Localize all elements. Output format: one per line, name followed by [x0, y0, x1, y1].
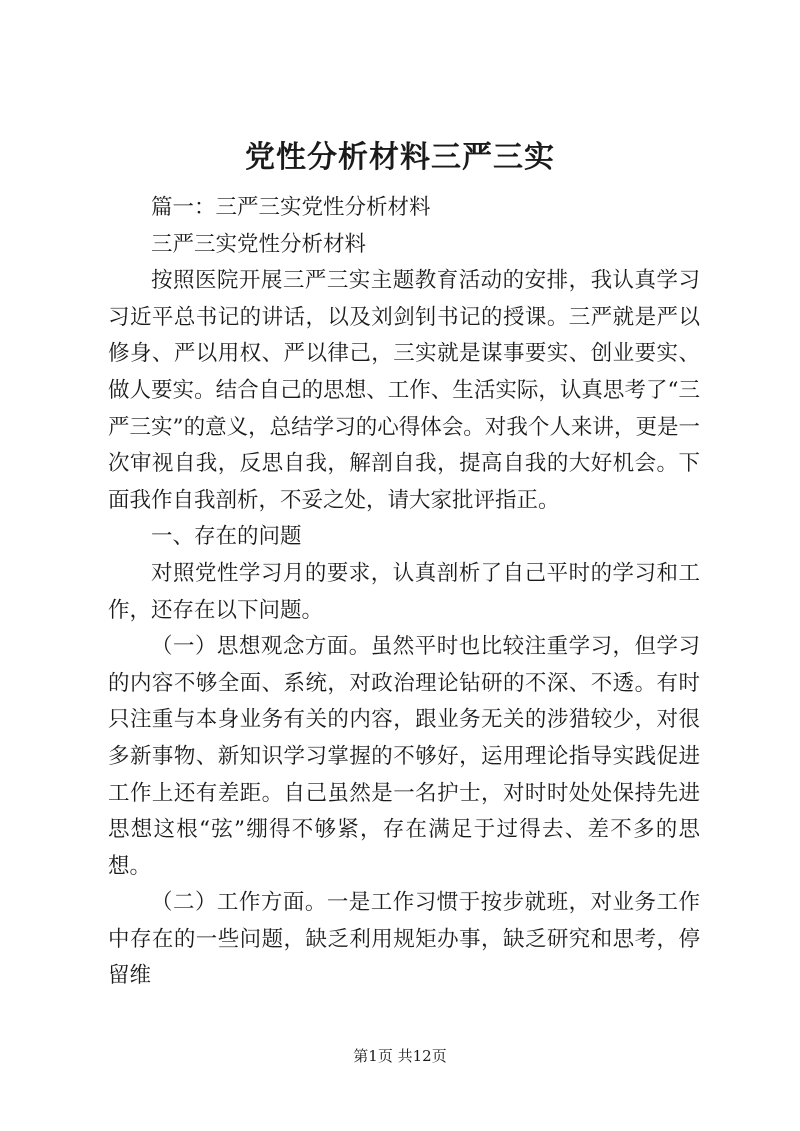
paragraph-subtitle: 三严三实党性分析材料: [151, 231, 367, 257]
paragraph-intro: 按照医院开展三严三实主题教育活动的安排，我认真学习习近平总书记的讲话，以及刘剑钊书记的授课。三严就是严以修身、严以用权、严以律己，三实就是谋事要实、创业要实、做人要实。结合自己的思想、工作、生活实际，认真思考了“三严三实”的意义，总结学习的心得体会。对我个人来讲，更是一次审视自我，反思自我，解剖自我，提高自我的大好机会。下面我作自我剖析，不妥之处，请大家批评指正。: [108, 268, 700, 513]
paragraph-thinking: （一）思想观念方面。虽然平时也比较注重学习，但学习的内容不够全面、系统，对政治理论钻研的不深、不透。有时只注重与本身业务有关的内容，跟业务无关的涉猎较少，对很多新事物、新知识学习掌握的不够好，运用理论指导实践促进工作上还有差距。自己虽然是一名护士，对时时处处保持先进思想这根“弦”绷得不够紧，存在满足于过得去、差不多的思想。: [108, 634, 700, 879]
paragraph-section-heading: 篇一：三严三实党性分析材料: [151, 195, 431, 220]
paragraph-heading-problems: 一、存在的问题: [151, 524, 302, 550]
paragraph-work: （二）工作方面。一是工作习惯于按步就班，对业务工作中存在的一些问题，缺乏利用规矩办事，缺乏研究和思考，停留维: [108, 890, 700, 989]
paragraph-problems-intro: 对照党性学习月的要求，认真剖析了自己平时的学习和工作，还存在以下问题。: [108, 560, 700, 623]
document-body: [108, 190, 700, 995]
page-footer: 第1页 共12页: [353, 1047, 447, 1065]
document-title: 党性分析材料三严三实: [245, 140, 555, 175]
